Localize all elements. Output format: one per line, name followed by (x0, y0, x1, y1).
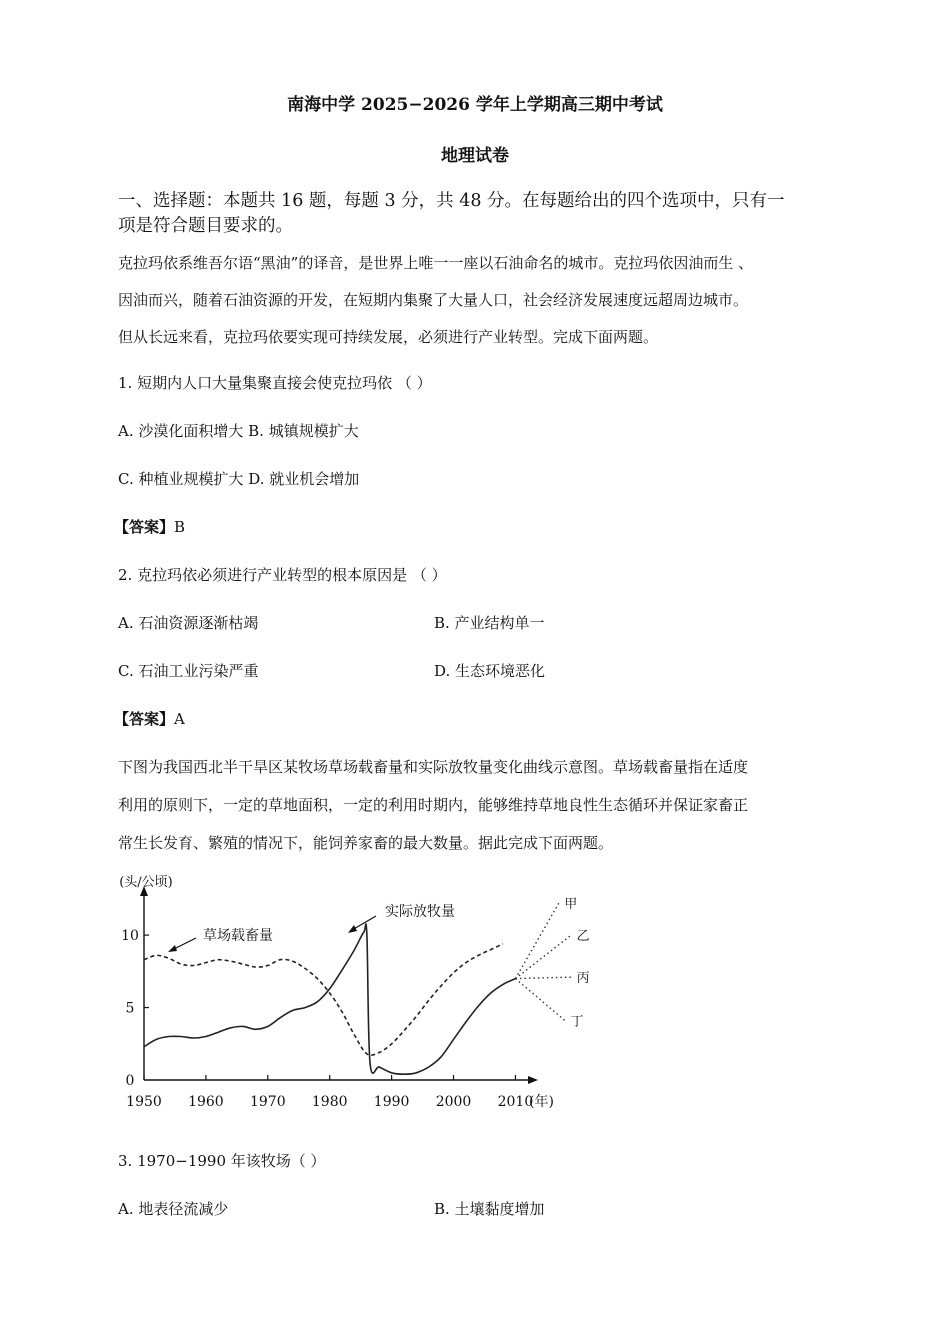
annotation-actual-grazing: 实际放牧量 (385, 904, 455, 920)
grazing-chart (108, 868, 608, 1118)
x-tick-label: 2010 (497, 1094, 534, 1110)
projection-line (515, 935, 571, 978)
annotation-carrying-capacity: 草场载畜量 (203, 928, 273, 944)
q2-answer-value: A (174, 710, 185, 728)
x-axis-label: (年) (529, 1094, 554, 1110)
q1-answer-label: 【答案】 (114, 518, 175, 536)
y-tick-label: 0 (125, 1073, 135, 1089)
x-tick-label: 1970 (249, 1094, 286, 1110)
q1-answer-value: B (174, 518, 186, 536)
q2-option-c[interactable]: C. 石油工业污染严重 (118, 662, 259, 680)
exam-title: 南海中学 2025−2026 学年上学期高三期中考试 (287, 95, 663, 115)
y-tick-label: 10 (121, 928, 139, 945)
y-axis-label: (头/公顷) (119, 875, 173, 890)
projection-line (515, 979, 565, 1021)
x-tick-label: 1990 (373, 1094, 410, 1110)
x-tick-label: 1980 (311, 1094, 348, 1110)
x-tick-label: 2000 (435, 1094, 472, 1110)
q1-answer (114, 516, 185, 537)
y-tick-label: 5 (125, 1000, 135, 1017)
passage2-line3: 常生长发育、繁殖的情况下，能饲养家畜的最大数量。据此完成下面两题。 (118, 834, 614, 852)
x-axis-arrow (528, 1076, 538, 1084)
annotation-arrowhead (348, 925, 357, 933)
q2-stem: 2. 克拉玛依必须进行产业转型的根本原因是 （ ） (118, 566, 447, 584)
annotation-arrowhead (168, 945, 177, 952)
passage2-line1: 下图为我国西北半干旱区某牧场草场载畜量和实际放牧量变化曲线示意图。草场载畜量指在适度 (118, 758, 749, 776)
q3-stem: 3. 1970−1990 年该牧场（ ） (118, 1152, 326, 1170)
x-tick-label: 1950 (126, 1094, 162, 1110)
section-instructions-line2: 项是符合题目要求的。 (118, 216, 293, 236)
annotation-arrow (352, 916, 376, 930)
section-instructions-line1: 一、选择题：本题共 16 题，每题 3 分，共 48 分。在每题给出的四个选项中，只有一 (118, 191, 785, 211)
exam-subtitle: 地理试卷 (441, 146, 509, 166)
q3-option-b[interactable]: B. 土壤黏度增加 (434, 1200, 545, 1218)
q1-stem: 1. 短期内人口大量集聚直接会使克拉玛依 （ ） (118, 374, 432, 392)
passage1-line3: 但从长远来看，克拉玛依要实现可持续发展，必须进行产业转型。完成下面两题。 (118, 328, 659, 346)
projection-label: 丁 (570, 1014, 584, 1030)
q2-answer-label: 【答案】 (114, 710, 175, 728)
projection-label: 丙 (576, 971, 590, 987)
projection-line (515, 903, 558, 978)
q2-option-d[interactable]: D. 生态环境恶化 (434, 662, 546, 680)
passage1-line2: 因油而兴，随着石油资源的开发，在短期内集聚了大量人口，社会经济发展速度远超周边城市。 (118, 291, 749, 309)
projection-line (515, 977, 571, 978)
q2-option-a[interactable]: A. 石油资源逐渐枯竭 (118, 614, 259, 632)
passage1-line1: 克拉玛依系维吾尔语“黑油”的译音，是世界上唯一一座以石油命名的城市。克拉玛依因油而生 、 (118, 254, 754, 272)
x-tick-label: 1960 (188, 1094, 224, 1110)
q1-options-row2[interactable]: C. 种植业规模扩大 D. 就业机会增加 (118, 470, 360, 488)
series-line-actual-grazing (144, 924, 515, 1074)
passage2-line2: 利用的原则下，一定的草地面积，一定的利用时期内，能够维持草地良性生态循环并保证家畜正 (118, 796, 749, 814)
q3-option-a[interactable]: A. 地表径流减少 (118, 1200, 229, 1218)
projection-label: 乙 (576, 929, 590, 945)
q2-answer (114, 708, 185, 729)
q2-option-b[interactable]: B. 产业结构单一 (434, 614, 545, 632)
q1-options-row1[interactable]: A. 沙漠化面积增大 B. 城镇规模扩大 (118, 422, 359, 440)
projection-label: 甲 (564, 897, 578, 913)
